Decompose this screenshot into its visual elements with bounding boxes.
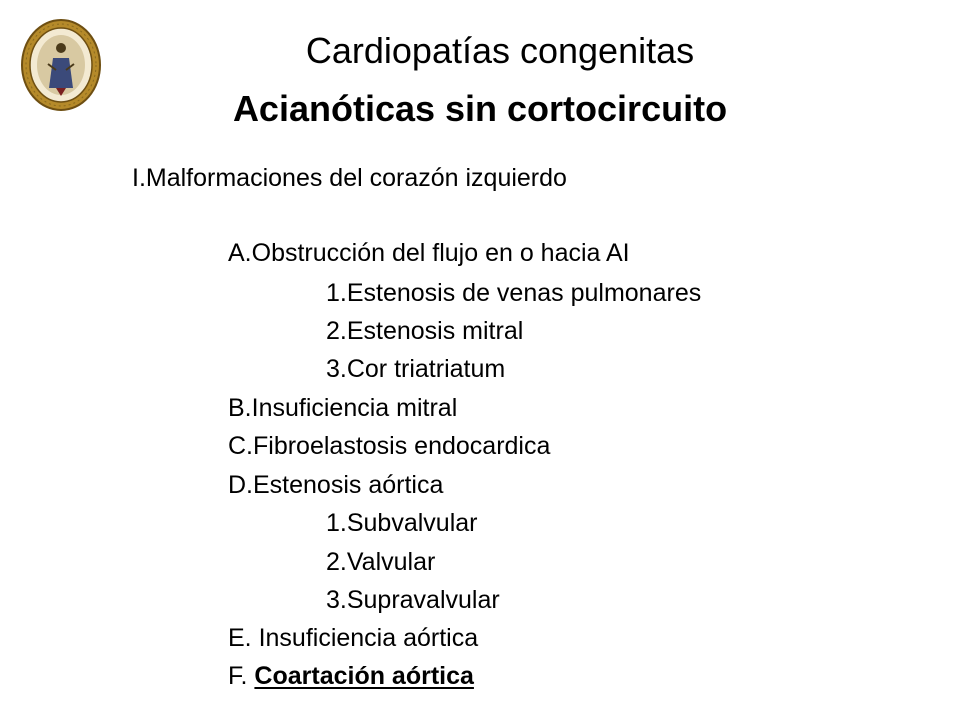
outline-item: 1.Estenosis de venas pulmonares [326, 279, 702, 307]
outline-item: I.Malformaciones del corazón izquierdo [132, 164, 567, 192]
slide-subtitle: Acianóticas sin cortocircuito [232, 88, 728, 129]
outline-item: B.Insuficiencia mitral [228, 394, 458, 422]
outline-item: 2.Valvular [326, 548, 436, 576]
slide-title: Cardiopatías congenitas [305, 30, 695, 71]
outline-item: 1.Subvalvular [326, 509, 478, 537]
outline-item: E. Insuficiencia aórtica [228, 624, 479, 652]
outline-item: 3.Supravalvular [326, 586, 500, 614]
outline-item-prefix: F. [228, 662, 255, 690]
outline-item: C.Fibroelastosis endocardica [228, 432, 551, 460]
outline-item: D.Estenosis aórtica [228, 471, 444, 499]
outline-item-highlighted [228, 661, 474, 691]
outline-item: 2.Estenosis mitral [326, 317, 524, 345]
outline-item: A.Obstrucción del flujo en o hacia AI [228, 239, 630, 267]
highlighted-term: Coartación aórtica [254, 662, 474, 690]
outline-item: 3.Cor triatriatum [326, 355, 506, 383]
